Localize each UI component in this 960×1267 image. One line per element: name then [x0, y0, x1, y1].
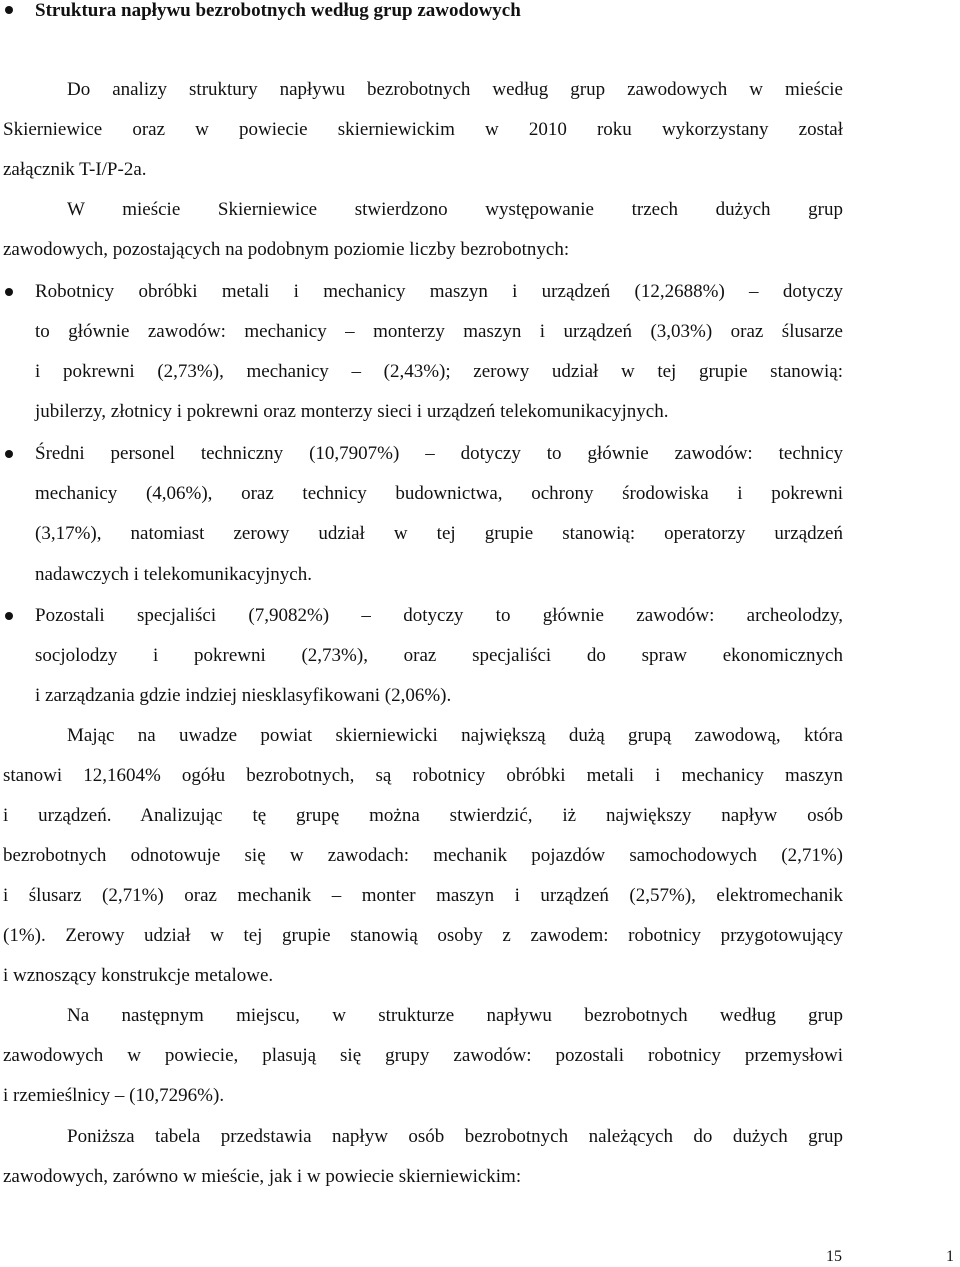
heading-bullet-icon [5, 6, 13, 14]
list-item-line: to głównie zawodów: mechanicy – monterzy maszyn i urządzeń (3,03%) oraz ślusarze [35, 321, 843, 342]
paragraph-line: Poniższa tabela przedstawia napływ osób bezrobotnych należących do dużych grup [67, 1126, 843, 1147]
list-item-line: Średni personel techniczny (10,7907%) – dotyczy to głównie zawodów: technicy [35, 443, 843, 464]
paragraph-line: zawodowych, pozostających na podobnym poziomie liczby bezrobotnych: [3, 239, 570, 260]
paragraph-line: W mieście Skierniewice stwierdzono występowanie trzech dużych grup [67, 199, 843, 220]
list-item-line: Pozostali specjaliści (7,9082%) – dotyczy to głównie zawodów: archeolodzy, [35, 605, 843, 626]
list-item-line: nadawczych i telekomunikacyjnych. [35, 564, 312, 585]
paragraph-line: Do analizy struktury napływu bezrobotnych według grup zawodowych w mieście [67, 79, 843, 100]
page-number: 15 [826, 1248, 842, 1265]
paragraph-line: zawodowych, zarówno w mieście, jak i w powiecie skierniewickim: [3, 1166, 522, 1187]
list-item-line: mechanicy (4,06%), oraz technicy budownictwa, ochrony środowiska i pokrewni [35, 483, 843, 504]
paragraph-line: Na następnym miejscu, w strukturze napływu bezrobotnych według grup [67, 1005, 843, 1026]
list-item-line: jubilerzy, złotnicy i pokrewni oraz monterzy sieci i urządzeń telekomunikacyjnych. [35, 401, 669, 422]
bullet-icon [5, 288, 13, 296]
list-item-line: i pokrewni (2,73%), mechanicy – (2,43%); zerowy udział w tej grupie stanowią: [35, 361, 843, 382]
paragraph-line: załącznik T-I/P-2a. [3, 159, 147, 180]
paragraph-line: i wznoszący konstrukcje metalowe. [3, 965, 274, 986]
paragraph-line: i urządzeń. Analizując tę grupę można stwierdzić, iż największy napływ osób [3, 805, 843, 826]
paragraph-line: Skierniewice oraz w powiecie skierniewickim w 2010 roku wykorzystany został [3, 119, 843, 140]
paragraph-line: zawodowych w powiecie, plasują się grupy zawodów: pozostali robotnicy przemysłowi [3, 1045, 843, 1066]
list-item-line: i zarządzania gdzie indziej niesklasyfikowani (2,06%). [35, 685, 452, 706]
bullet-icon [5, 612, 13, 620]
list-item-line: (3,17%), natomiast zerowy udział w tej grupie stanowią: operatorzy urządzeń [35, 523, 843, 544]
paragraph-line: stanowi 12,1604% ogółu bezrobotnych, są robotnicy obróbki metali i mechanicy maszyn [3, 765, 843, 786]
paragraph-line: i rzemieślnicy – (10,7296%). [3, 1085, 225, 1106]
list-item-line: socjolodzy i pokrewni (2,73%), oraz specjaliści do spraw ekonomicznych [35, 645, 843, 666]
list-item-line: Robotnicy obróbki metali i mechanicy maszyn i urządzeń (12,2688%) – dotyczy [35, 281, 843, 302]
paragraph-line: bezrobotnych odnotowuje się w zawodach: mechanik pojazdów samochodowych (2,71%) [3, 845, 843, 866]
paragraph-line: i ślusarz (2,71%) oraz mechanik – monter maszyn i urządzeń (2,57%), elektromechanik [3, 885, 843, 906]
page-count: 1 [946, 1248, 954, 1265]
section-heading: Struktura napływu bezrobotnych według grup zawodowych [35, 0, 521, 21]
paragraph-line: (1%). Zerowy udział w tej grupie stanowią osoby z zawodem: robotnicy przygotowujący [3, 925, 843, 946]
bullet-icon [5, 450, 13, 458]
paragraph-line: Mając na uwadze powiat skierniewicki największą dużą grupą zawodową, która [67, 725, 843, 746]
